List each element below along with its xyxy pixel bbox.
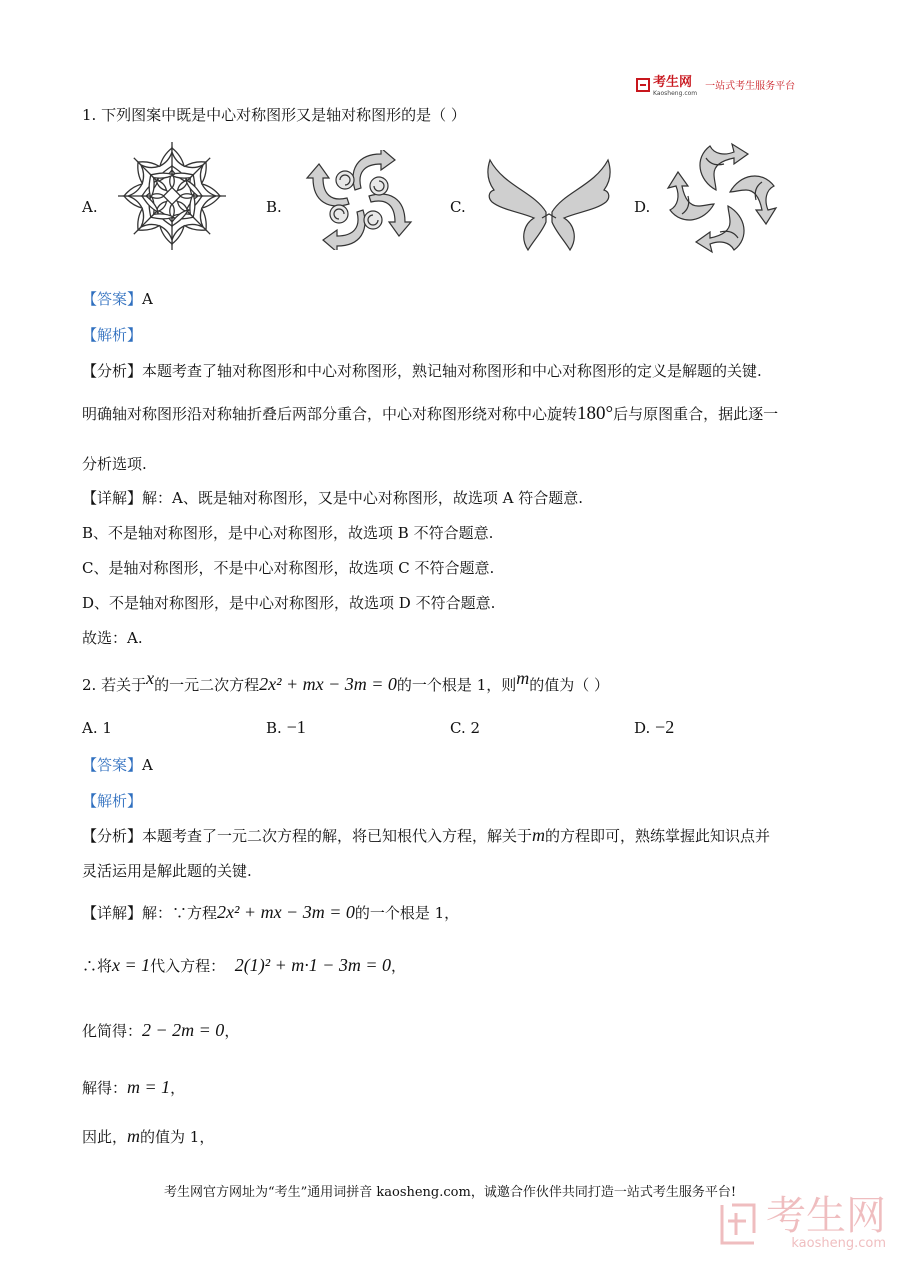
q2-option-a [82, 719, 112, 737]
fenxi-text-a: 本题考查了一元二次方程的解，将已知根代入方程，解关于 [142, 827, 533, 845]
step2-text-b: 代入方程： [150, 957, 226, 975]
detail-a-text: 解：A、既是轴对称图形，又是中心对称图形，故选项 A 符合题意. [142, 489, 583, 507]
q2-step-2 [82, 955, 406, 976]
step3-text-c: ， [224, 1022, 240, 1040]
logo-url: Kaosheng.com [653, 90, 698, 97]
detail-tag: 【详解】 [82, 904, 143, 922]
q1-detail-a [82, 487, 583, 508]
header-logo [636, 72, 795, 97]
var-m: m [516, 668, 530, 688]
step3-text-a: 化简得： [82, 1022, 143, 1040]
answer-value: A [142, 756, 153, 774]
fenxi-text: 本题考查了轴对称图形和中心对称图形，熟记轴对称图形和中心对称图形的定义是解题的关键. [142, 362, 762, 380]
detail-text-a: 解：∵方程 [142, 904, 218, 922]
degree-value: 180° [577, 403, 614, 424]
step4-text-c: ， [170, 1079, 186, 1097]
swirl-pattern-icon [300, 150, 418, 250]
q2-stem-c: 的一个根是 1，则 [396, 676, 517, 694]
detail-equation: 2x² + mx − 3m = 0 [217, 902, 355, 922]
q1-fenxi-line-2 [82, 403, 778, 425]
logo-slogan: 一站式考生服务平台 [705, 81, 796, 92]
q1-analysis-tag: 【解析】 [82, 326, 143, 344]
q1-detail-d: D、不是轴对称图形，是中心对称图形，故选项 D 不符合题意. [82, 594, 496, 612]
var-m: m [127, 1126, 141, 1146]
q1-answer [82, 288, 153, 309]
q1-detail-c: C、是轴对称图形，不是中心对称图形，故选项 C 不符合题意. [82, 559, 495, 577]
leaf-swirl-pattern-icon [664, 140, 780, 256]
q2-option-d [634, 717, 674, 738]
answer-tag: 【答案】 [82, 290, 143, 308]
fenxi-tag: 【分析】 [82, 362, 143, 380]
q2-stem-d: 的值为（ ） [529, 676, 610, 694]
watermark-mark-icon [718, 1201, 758, 1247]
q2-stem-b: 的一元二次方程 [154, 676, 260, 694]
q1-option-d-letter: D. [634, 198, 651, 216]
q2-stem-a: 2. 若关于 [82, 676, 147, 694]
q2-step-3 [82, 1020, 239, 1041]
q2-equation: 2x² + mx − 3m = 0 [259, 674, 397, 694]
fenxi-text-b: 后与原图重合，据此逐一 [613, 405, 779, 423]
option-letter: B. [266, 719, 282, 737]
q1-stem: 1. 下列图案中既是中心对称图形又是轴对称图形的是（ ） [82, 106, 466, 124]
q2-fenxi-line-1 [82, 825, 770, 846]
var-m: m [532, 825, 546, 845]
q2-step-4 [82, 1077, 185, 1098]
option-letter: D. [634, 719, 651, 737]
watermark-name: 考生网 [766, 1193, 886, 1239]
fenxi-text-b: 的方程即可，熟练掌握此知识点并 [545, 827, 771, 845]
option-value: 1 [102, 719, 112, 737]
q1-detail-b: B、不是轴对称图形，是中心对称图形，故选项 B 不符合题意. [82, 524, 494, 542]
step3-eq: 2 − 2m = 0 [142, 1020, 225, 1040]
detail-text-b: 的一个根是 1， [354, 904, 460, 922]
logo-name: 考生网 [653, 75, 693, 90]
option-value: 2 [470, 719, 481, 737]
var-x: x [146, 668, 155, 688]
option-letter: C. [450, 719, 466, 737]
logo-icon [636, 78, 650, 92]
step2-text-a: ∴将 [82, 957, 113, 975]
step4-eq: m = 1 [127, 1077, 171, 1097]
watermark-logo [718, 1193, 886, 1251]
q1-fenxi-line-1 [82, 360, 762, 381]
step2-eq-2: 2(1)² + m·1 − 3m = 0 [234, 955, 392, 975]
q1-fenxi-line-3: 分析选项. [82, 455, 147, 473]
step5-text-b: 的值为 1， [140, 1128, 215, 1146]
watermark-url: kaosheng.com [791, 1236, 886, 1251]
q2-answer [82, 754, 153, 775]
step2-eq-1: x = 1 [112, 955, 151, 975]
q2-analysis-tag: 【解析】 [82, 792, 143, 810]
q2-option-b [266, 717, 306, 738]
q1-conclusion: 故选：A. [82, 629, 143, 647]
footer-text: 考生网官方网址为“考生”通用词拼音 kaosheng.com，诚邀合作伙伴共同打造一站式考生服务平台! [163, 1185, 737, 1200]
fenxi-text-a: 明确轴对称图形沿对称轴折叠后两部分重合，中心对称图形绕对称中心旋转 [82, 405, 578, 423]
detail-tag: 【详解】 [82, 489, 143, 507]
option-value: −2 [655, 717, 675, 737]
q1-option-a-letter: A. [82, 198, 98, 216]
step5-text-a: 因此， [82, 1128, 128, 1146]
q1-option-b-letter: B. [266, 198, 282, 216]
q2-option-c [450, 719, 480, 737]
option-value: −1 [286, 717, 306, 737]
q2-detail-line-1 [82, 902, 459, 923]
step4-text-a: 解得： [82, 1079, 128, 1097]
q1-option-c-letter: C. [450, 198, 466, 216]
step2-text-c: ， [391, 957, 407, 975]
q2-stem [82, 668, 610, 695]
q2-step-5 [82, 1126, 214, 1147]
q2-fenxi-line-2: 灵活运用是解此题的关键. [82, 862, 252, 880]
butterfly-pattern-icon [484, 152, 614, 254]
answer-tag: 【答案】 [82, 756, 143, 774]
snowflake-pattern-icon [116, 140, 228, 252]
option-letter: A. [82, 719, 98, 737]
answer-value: A [142, 290, 153, 308]
fenxi-tag: 【分析】 [82, 827, 143, 845]
